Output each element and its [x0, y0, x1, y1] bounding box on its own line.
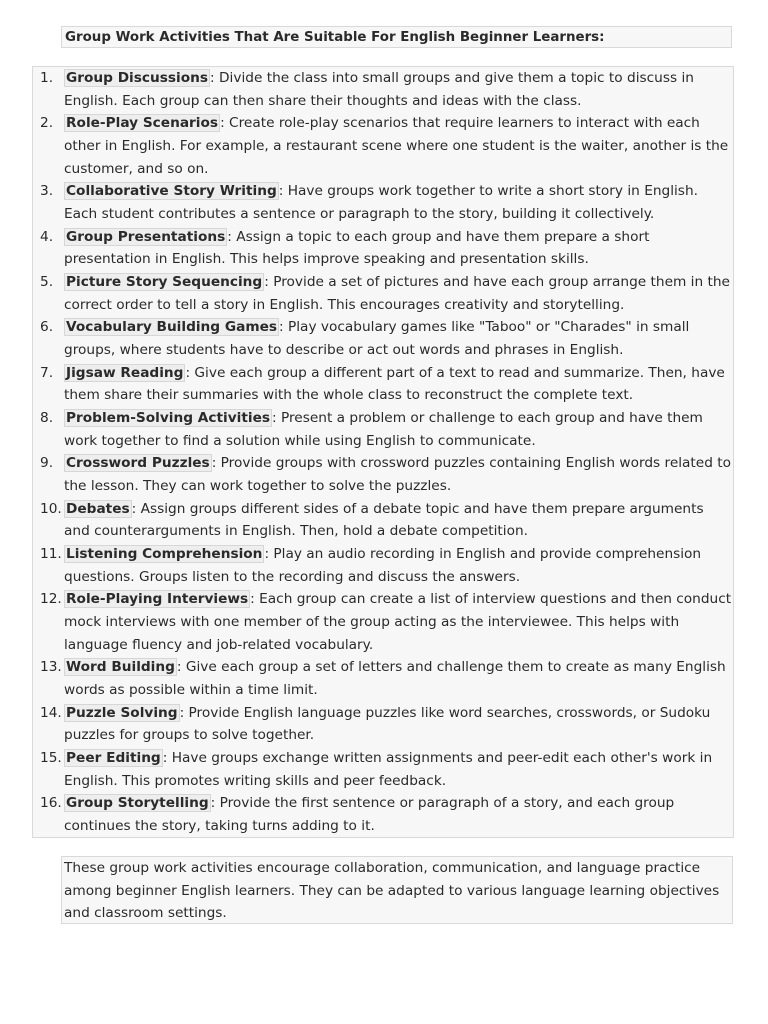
item-description: : Each group can create a list of interview questions and then conduct mock interviews with one member of the group acting as the interviewee. This helps with language fluency and job-related vocabulary.: [64, 591, 732, 653]
list-item: [40, 226, 732, 271]
item-term: Collaborative Story Writing: [66, 183, 277, 200]
item-term: Role-Play Scenarios: [66, 115, 219, 132]
item-number: 16.: [40, 795, 62, 812]
item-number: 1.: [40, 70, 54, 86]
item-description: : Give each group a different part of a text to read and summarize. Then, have them share their summaries with the whole class to reconstruct the complete text.: [64, 364, 725, 404]
list-item: [40, 702, 732, 747]
item-term: Listening Comprehension: [66, 546, 263, 562]
item-number: 15.: [40, 750, 62, 766]
item-term: Group Presentations: [66, 228, 226, 245]
list-item: [40, 588, 732, 656]
item-number: 9.: [40, 455, 54, 472]
document-title: Group Work Activities That Are Suitable For English Beginner Learners:: [61, 26, 732, 48]
item-term: Word Building: [66, 659, 175, 676]
item-description: : Have groups work together to write a short story in English. Each student contributes a sentence or paragraph to the story, building it collectively.: [64, 183, 698, 222]
summary-paragraph: These group work activities encourage collaboration, communication, and language practice among beginner English learners. They can be adapted to various language learning objectives and classroom settings.: [61, 856, 733, 924]
item-number: 13.: [40, 659, 62, 676]
list-item: [40, 543, 732, 588]
item-description: : Assign groups different sides of a debate topic and have them prepare arguments and counterarguments in English. Then, hold a debate competition.: [64, 500, 704, 540]
list-item: [40, 498, 732, 543]
list-item: [40, 271, 732, 316]
item-description: : Have groups exchange written assignments and peer-edit each other's work in English. This promotes writing skills and peer feedback.: [64, 750, 713, 789]
item-term: Puzzle Solving: [66, 704, 178, 721]
list-item: [40, 112, 732, 180]
item-number: 3.: [40, 183, 54, 200]
item-number: 10.: [40, 500, 62, 517]
item-term: Jigsaw Reading: [66, 364, 184, 381]
item-description: : Provide groups with crossword puzzles containing English words related to the lesson. They can work together to solve the puzzles.: [64, 455, 732, 494]
item-description: : Present a problem or challenge to each group and have them work together to find a solution while using English to communicate.: [64, 410, 703, 449]
item-number: 5.: [40, 274, 54, 290]
item-number: 8.: [40, 410, 54, 426]
list-item: [40, 452, 732, 497]
item-term: Peer Editing: [66, 750, 161, 766]
item-number: 4.: [40, 228, 54, 245]
list-item: [40, 407, 732, 452]
item-description: : Create role-play scenarios that require learners to interact with each other in English. For example, a restaurant scene where one student is the waiter, another is the customer, and so on.: [64, 115, 729, 177]
item-description: : Give each group a set of letters and challenge them to create as many English words as possible within a time limit.: [64, 659, 726, 698]
item-description: : Assign a topic to each group and have them prepare a short presentation in English. This helps improve speaking and presentation skills.: [64, 228, 650, 268]
activity-list-box: [32, 66, 734, 838]
item-number: 14.: [40, 704, 62, 721]
item-number: 11.: [40, 546, 62, 562]
item-number: 12.: [40, 591, 62, 608]
list-item: [40, 656, 732, 701]
item-description: : Provide the first sentence or paragraph of a story, and each group continues the story, taking turns adding to it.: [64, 795, 675, 834]
item-description: : Provide a set of pictures and have each group arrange them in the correct order to tell a story in English. This encourages creativity and storytelling.: [64, 274, 730, 313]
list-item: [40, 747, 732, 792]
item-number: 7.: [40, 364, 54, 381]
item-description: : Play vocabulary games like "Taboo" or "Charades" in small groups, where students have to describe or act out words and phrases in English.: [64, 319, 690, 358]
item-term: Picture Story Sequencing: [66, 274, 263, 290]
item-term: Problem-Solving Activities: [66, 410, 270, 426]
item-description: : Provide English language puzzles like word searches, crosswords, or Sudoku puzzles for groups to solve together.: [64, 704, 711, 744]
item-number: 6.: [40, 319, 54, 336]
item-term: Role-Playing Interviews: [66, 591, 249, 608]
item-term: Debates: [66, 500, 130, 517]
item-number: 2.: [40, 115, 54, 132]
item-term: Group Storytelling: [66, 795, 209, 812]
item-description: : Divide the class into small groups and give them a topic to discuss in English. Each group can then share their thoughts and ideas with the class.: [64, 70, 694, 109]
item-term: Group Discussions: [66, 70, 209, 86]
list-item: [40, 316, 732, 361]
item-term: Vocabulary Building Games: [66, 319, 278, 336]
list-item: [40, 792, 732, 837]
list-item: [40, 362, 732, 407]
item-description: : Play an audio recording in English and provide comprehension questions. Groups listen to the recording and discuss the answers.: [64, 546, 702, 585]
list-item: [40, 180, 732, 225]
item-term: Crossword Puzzles: [66, 455, 210, 472]
list-item: [40, 67, 732, 112]
